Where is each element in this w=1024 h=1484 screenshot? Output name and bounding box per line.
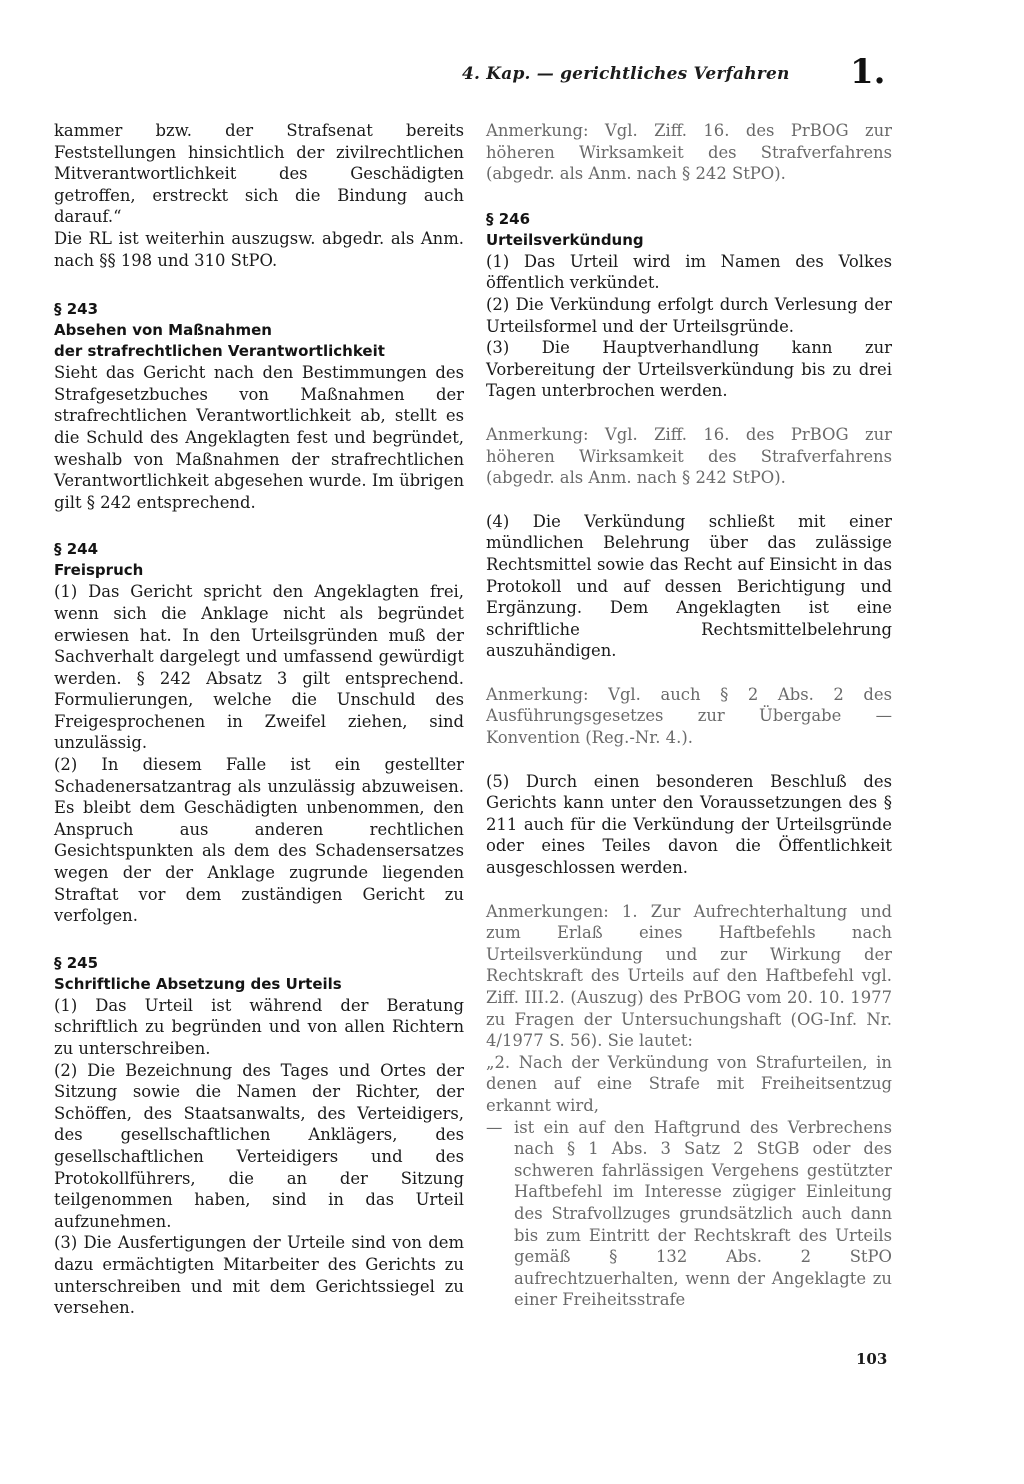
annotation-note: Anmerkung: Vgl. auch § 2 Abs. 2 des Ausführungsgesetzes zur Übergabe — Konvention (Reg.-Nr. 4.). <box>486 684 892 748</box>
continued-note: Die RL ist weiterhin auszugsw. abgedr. als Anm. nach §§ 198 und 310 StPO. <box>54 228 464 270</box>
chapter-number: 1. <box>850 52 886 92</box>
paragraph-4: (4) Die Verkündung schließt mit einer mündlichen Belehrung über das zulässige Rechtsmittel sowie das Recht auf Einsicht in das Protokoll und auf dessen Berichtigung und Ergänzung. Dem Angeklagten ist eine schriftliche Rechtsmittelbelehrung auszuhändigen. <box>486 511 892 661</box>
paragraph-2: (2) In diesem Falle ist ein gestellter Schadenersatzantrag als unzulässig abzuweisen. Es bleibt dem Geschädigten unbenommen, den Anspruch aus anderen rechtlichen Gesichtspunkten als dem des Schadensersatzes wegen der der Anklage zugrunde liegenden Straftat vor dem zuständigen Gericht zu verfolgen. <box>54 755 464 926</box>
annotation-quote: „2. Nach der Verkündung von Strafurteilen, in denen auf eine Strafe mit Freiheitsentzug erkannt wird, <box>486 1052 892 1115</box>
annotation-note: Anmerkung: Vgl. Ziff. 16. des PrBOG zur höheren Wirksamkeit des Strafverfahrens (abgedr. als Anm. nach § 242 StPO). <box>486 121 892 184</box>
section-243 <box>54 299 464 513</box>
continued-text: kammer bzw. der Strafsenat bereits Feststellungen hinsichtlich der zivilrechtlichen Mitverantwortlichkeit des Geschädigten getroffen, erstreckt sich die Bindung auch darauf.“ <box>54 121 464 227</box>
section-246 <box>486 209 892 1311</box>
paragraph-5: (5) Durch einen besonderen Beschluß des Gerichts kann unter den Voraussetzungen des § 211 auch für die Verkündung der Urteilsgründe oder eines Teiles davon die Öffentlichkeit ausgeschlossen werden. <box>486 771 892 878</box>
running-head: 4. Kap. — gerichtliches Verfahren <box>462 64 790 84</box>
annotation-list-text: ist ein auf den Haftgrund des Verbrechens nach § 1 Abs. 3 Satz 2 StGB oder des schweren fahrlässigen Vergehens gestützter Haftbefehl im Interesse zügiger Einleitung des Strafvollzuges grundsätzlich auch dann bis zum Eintritt der Rechtskraft des Urteils gemäß § 132 Abs. 2 StPO aufrechtzuerhalten, wenn der Angeklagte zu einer Freiheitsstrafe <box>514 1117 892 1310</box>
section-title: Urteilsverkündung <box>486 230 644 249</box>
paragraph-1: (1) Das Urteil wird im Namen des Volkes öffentlich verkündet. <box>486 251 892 293</box>
paragraph-2: (2) Die Verkündung erfolgt durch Verlesung der Urteilsformel und der Urteilsgründe. <box>486 294 892 336</box>
section-number: § 244 <box>54 540 99 559</box>
page-number: 103 <box>856 1350 888 1368</box>
paragraph-1: (1) Das Gericht spricht den Angeklagten frei, wenn sich die Anklage nicht als begründet erwiesen hat. In den Urteilsgründen muß der Sachverhalt dargelegt und umfassend gewürdigt werden. § 242 Absatz 3 gilt entsprechend. Formulierungen, welche die Unschuld des Freigesprochenen in Zweifel ziehen, sind unzulässig. <box>54 582 464 753</box>
section-title-line2: der strafrechtlichen Verantwortlichkeit <box>54 342 385 361</box>
section-title: Freispruch <box>54 561 144 580</box>
section-title: Schriftliche Absetzung des Urteils <box>54 974 342 993</box>
section-number: § 243 <box>54 300 99 319</box>
paragraph-2: (2) Die Bezeichnung des Tages und Ortes der Sitzung sowie die Namen der Richter, der Schöffen, des Staatsanwalts, des Verteidigers, des gesellschaftlichen Anklägers, des gesellschaftlichen Verteidigers und des Protokollführers, die an der Sitzung teilgenommen haben, sind in das Urteil aufzunehmen. <box>54 1060 464 1231</box>
annotation-list-item <box>486 1117 892 1311</box>
left-column <box>54 120 464 1319</box>
section-text: Sieht das Gericht nach den Bestimmungen des Strafgesetzbuches von Maßnahmen der strafrechtlichen Verantwortlichkeit ab, stellt es die Schuld des Angeklagten fest und begründet, weshalb von Maßnahmen der strafrechtlichen Verantwortlichkeit abgesehen wurde. Im übrigen gilt § 242 entsprechend. <box>54 363 464 512</box>
annotation-note: Anmerkung: Vgl. Ziff. 16. des PrBOG zur höheren Wirksamkeit des Strafverfahrens (abgedr. als Anm. nach § 242 StPO). <box>486 424 892 488</box>
paragraph-3: (3) Die Hauptverhandlung kann zur Vorbereitung der Urteilsverkündung bis zu drei Tagen unterbrochen werden. <box>486 338 892 401</box>
paragraph-1: (1) Das Urteil ist während der Beratung schriftlich zu begründen und von allen Richtern zu unterschreiben. <box>54 995 464 1058</box>
section-number: § 245 <box>54 953 99 972</box>
section-title: Absehen von Maßnahmen <box>54 321 272 340</box>
annotation-note: Anmerkungen: 1. Zur Aufrechterhaltung und zum Erlaß eines Haftbefehls nach Urteilsverkündung und zur Wirkung der Rechtskraft des Urteils auf den Haftbefehl vgl. Ziff. III.2. (Auszug) des PrBOG vom 20. 10. 1977 zu Fragen der Untersuchungshaft (OG-Inf. Nr. 4/1977 S. 56). Sie lautet: <box>486 901 892 1051</box>
paragraph-3: (3) Die Ausfertigungen der Urteile sind von dem dazu ermächtigten Mitarbeiter des Gerichts zu unterschreiben und mit dem Gerichtssiegel zu versehen. <box>54 1233 464 1318</box>
dash-marker: — <box>486 1117 503 1137</box>
section-244 <box>54 539 464 927</box>
section-245 <box>54 953 464 1319</box>
right-column <box>486 120 892 1311</box>
section-number: § 246 <box>486 209 531 228</box>
